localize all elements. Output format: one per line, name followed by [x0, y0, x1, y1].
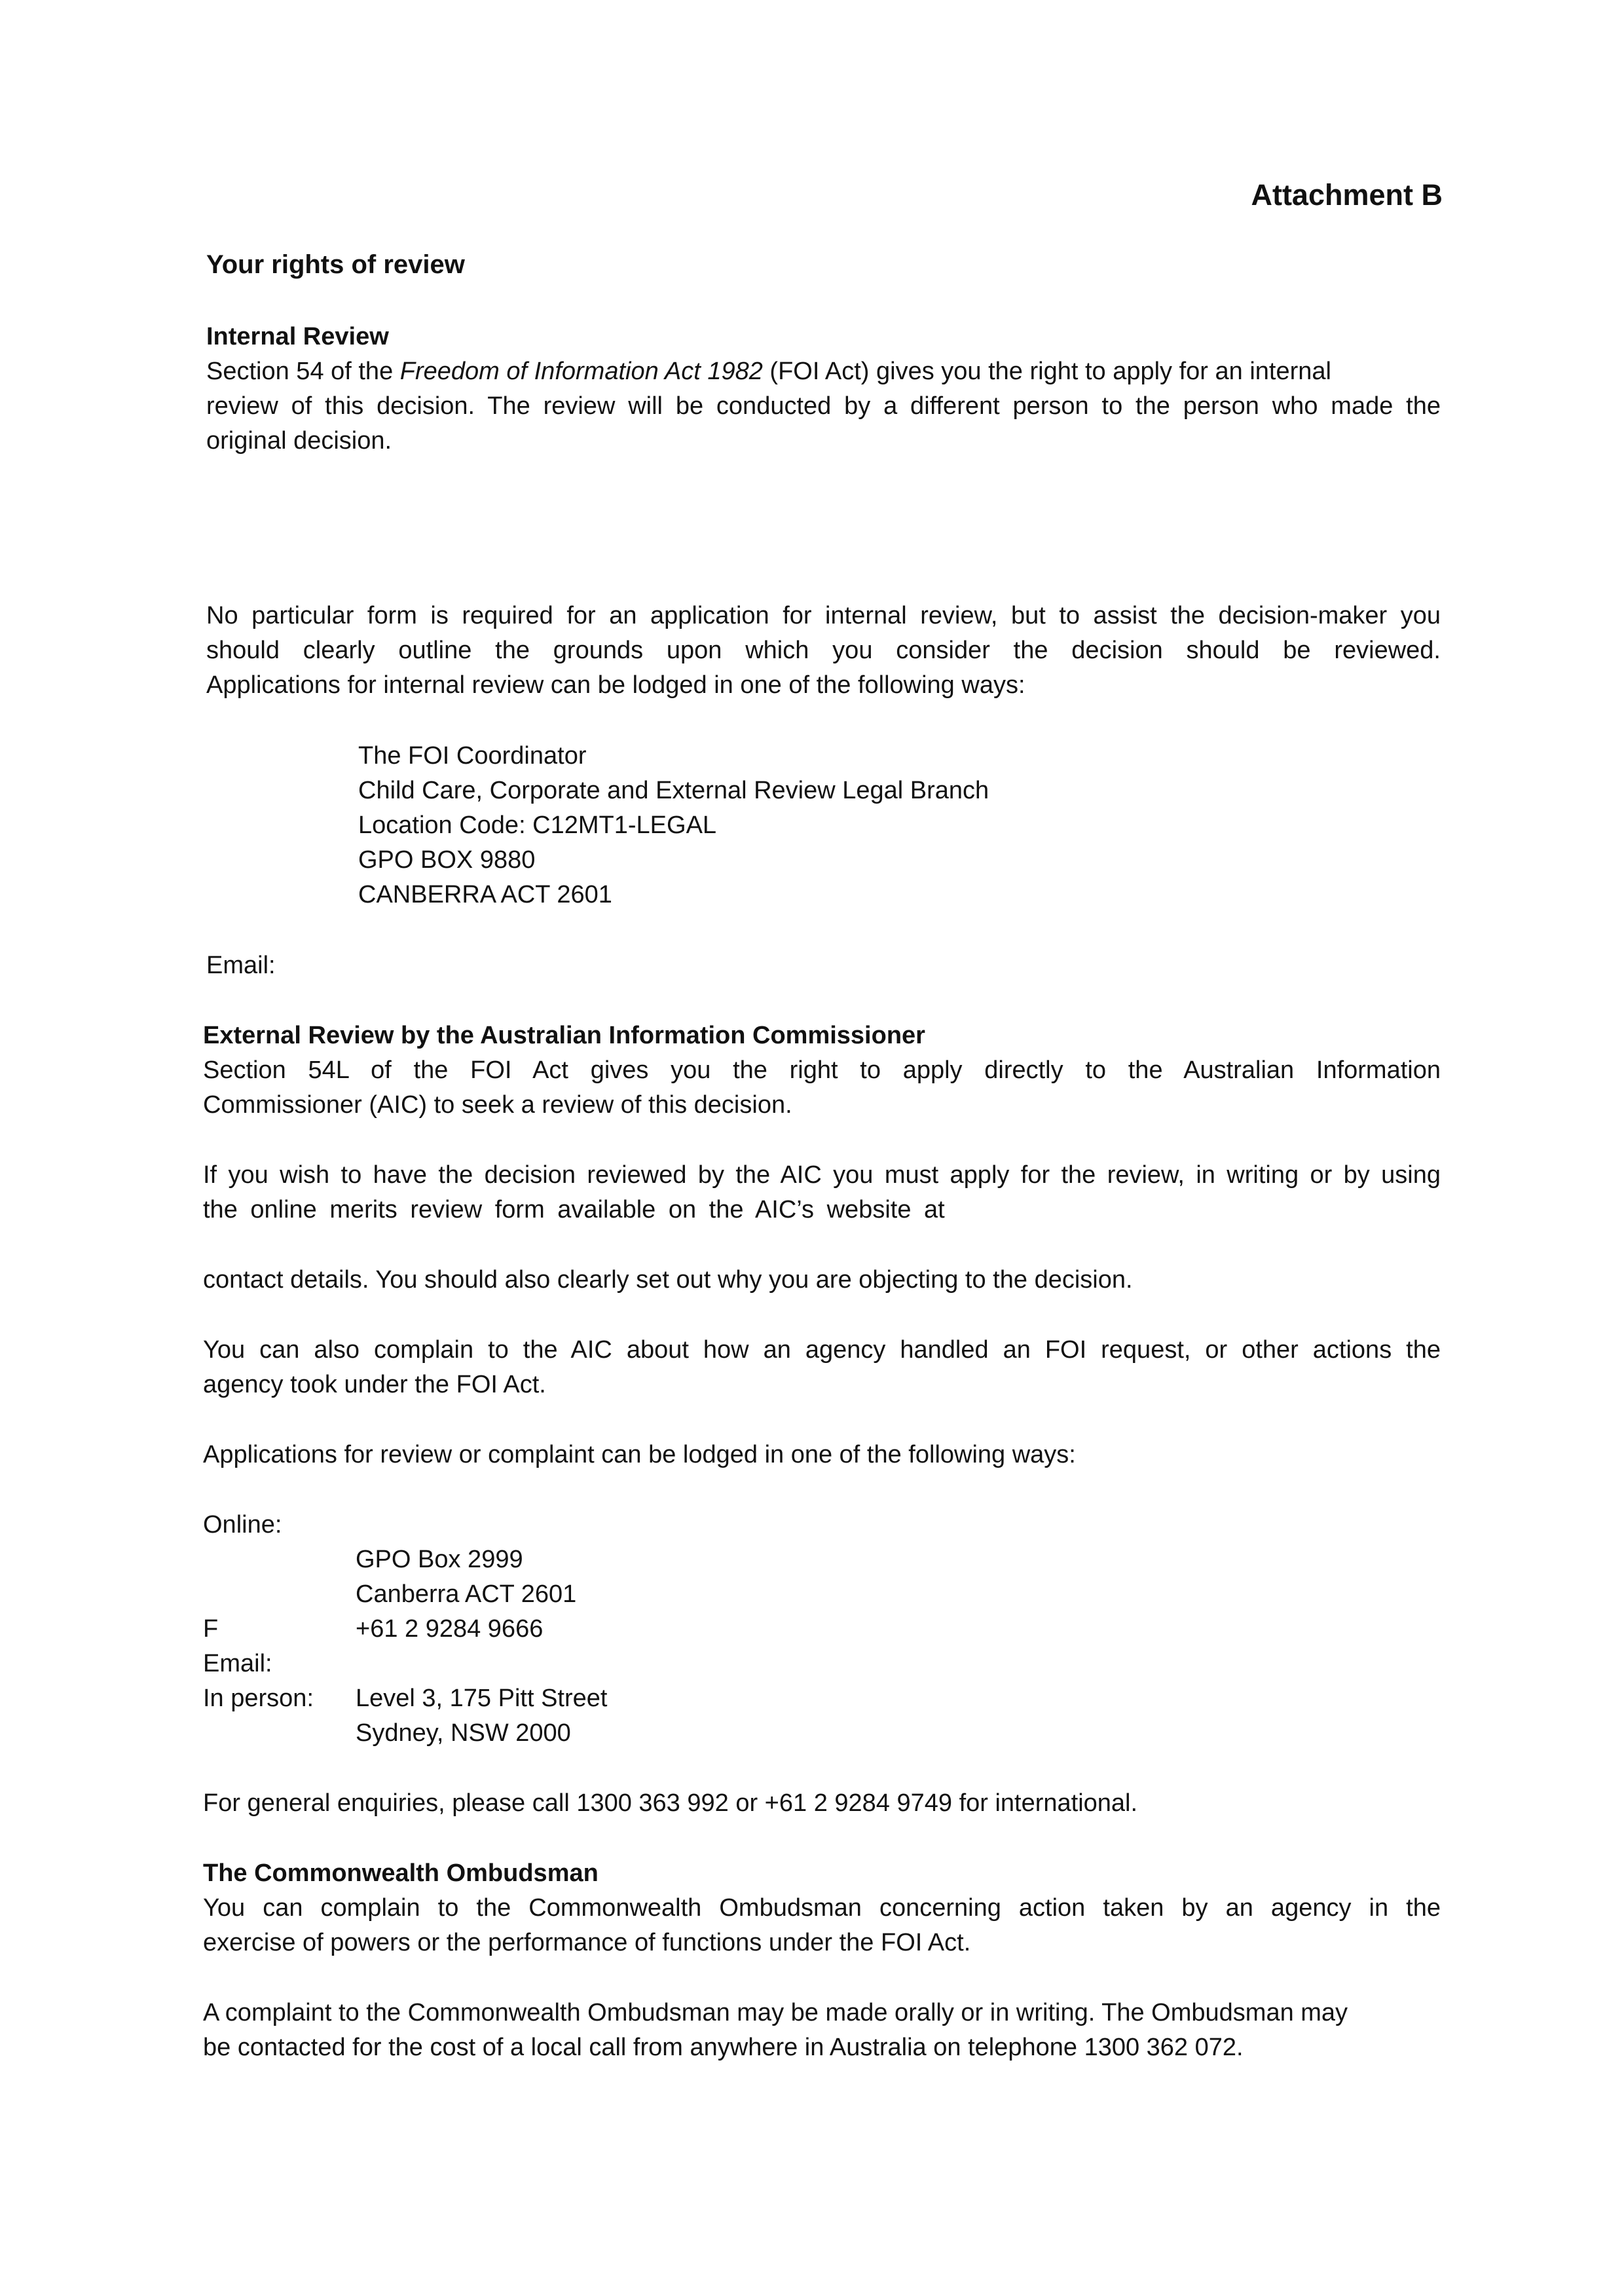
external-review-heading: External Review by the Australian Information Commissioner [203, 1022, 925, 1049]
ombudsman-para1-line2: exercise of powers or the performance of functions under the FOI Act. [203, 1929, 971, 1956]
address-line: Child Care, Corporate and External Review Legal Branch [358, 777, 989, 804]
online-label: Online: [203, 1511, 282, 1539]
address-line: CANBERRA ACT 2601 [358, 881, 612, 908]
address-line: The FOI Coordinator [358, 742, 587, 770]
external-para2-line2: the online merits review form available on the AIC’s website at [203, 1196, 945, 1223]
external-para2-line1: If you wish to have the decision reviewed by the AIC you must apply for the review, in writing or by using [203, 1161, 1441, 1189]
internal-review-heading: Internal Review [206, 323, 389, 350]
external-email-label: Email: [203, 1650, 272, 1677]
internal-para1-post: (FOI Act) gives you the right to apply for an internal [762, 358, 1331, 385]
internal-para1-line3: original decision. [206, 427, 392, 455]
page-title: Your rights of review [206, 250, 465, 279]
external-para1-line2: Commissioner (AIC) to seek a review of this decision. [203, 1091, 792, 1119]
ombudsman-para2-line2: be contacted for the cost of a local call from anywhere in Australia on telephone 1300 362 072. [203, 2034, 1244, 2061]
in-person-label: In person: [203, 1685, 314, 1712]
attachment-label: Attachment B [1251, 178, 1443, 212]
internal-para2-line2: should clearly outline the grounds upon which you consider the decision should be reviewed. [206, 637, 1441, 664]
ombudsman-para2-line1: A complaint to the Commonwealth Ombudsman may be made orally or in writing. The Ombudsman may [203, 1999, 1348, 2026]
foi-act-title: Freedom of Information Act 1982 [399, 358, 763, 385]
in-person-line1: Level 3, 175 Pitt Street [356, 1685, 608, 1712]
in-person-line2: Sydney, NSW 2000 [356, 1719, 571, 1747]
post-address-line2: Canberra ACT 2601 [356, 1580, 577, 1608]
internal-para1-line2: review of this decision. The review will be conducted by a different person to the person who made the [206, 392, 1441, 420]
external-para3-line2: agency took under the FOI Act. [203, 1371, 546, 1398]
external-para4: Applications for review or complaint can be lodged in one of the following ways: [203, 1441, 1076, 1468]
external-para1-line1: Section 54L of the FOI Act gives you the right to apply directly to the Australian Information [203, 1056, 1441, 1084]
address-line: GPO BOX 9880 [358, 846, 536, 874]
ombudsman-heading: The Commonwealth Ombudsman [203, 1859, 599, 1887]
external-para2-line3: contact details. You should also clearly set out why you are objecting to the decision. [203, 1266, 1133, 1294]
post-address-line1: GPO Box 2999 [356, 1546, 523, 1573]
general-enquiries: For general enquiries, please call 1300 363 992 or +61 2 9284 9749 for international. [203, 1789, 1138, 1817]
ombudsman-para1-line1: You can complain to the Commonwealth Ombudsman concerning action taken by an agency in the [203, 1894, 1441, 1922]
internal-para1-pre: Section 54 of the [206, 358, 400, 385]
internal-para2-line1: No particular form is required for an application for internal review, but to assist the decision-maker you [206, 602, 1441, 629]
fax-number: +61 2 9284 9666 [356, 1615, 544, 1643]
internal-para1-line1 [206, 354, 1441, 389]
address-line: Location Code: C12MT1-LEGAL [358, 812, 717, 839]
internal-para2-line3: Applications for internal review can be lodged in one of the following ways: [206, 671, 1025, 699]
internal-email-label: Email: [206, 952, 276, 979]
fax-label: F [203, 1615, 219, 1643]
external-para3-line1: You can also complain to the AIC about how an agency handled an FOI request, or other actions the [203, 1336, 1441, 1364]
